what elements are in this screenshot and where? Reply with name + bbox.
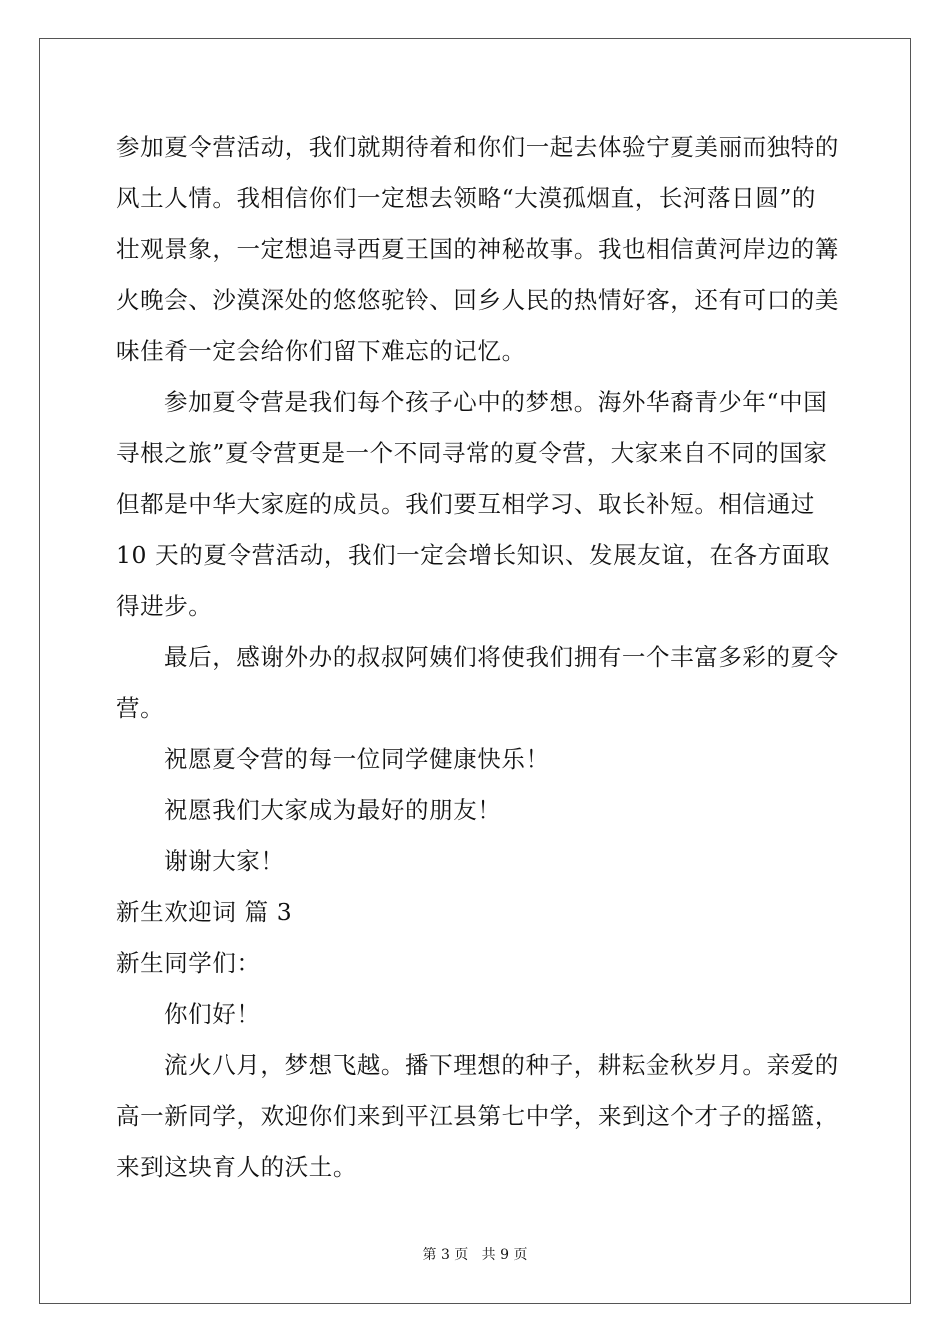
text-line: 营。	[116, 694, 165, 722]
text-line: 高一新同学，欢迎你们来到平江县第七中学，来到这个才子的摇篮，	[116, 1102, 839, 1130]
text-line: 寻根之旅”夏令营更是一个不同寻常的夏令营，大家来自不同的国家	[116, 439, 828, 467]
text-line: 参加夏令营活动，我们就期待着和你们一起去体验宁夏美丽而独特的	[116, 133, 839, 161]
text-line: 得进步。	[116, 592, 213, 620]
page-total: 共 9 页	[481, 1247, 528, 1263]
page-number: 第 3 页	[422, 1247, 469, 1263]
text-line: 最后，感谢外办的叔叔阿姨们将使我们拥有一个丰富多彩的夏令	[164, 643, 839, 671]
text-line: 谢谢大家！	[164, 847, 285, 875]
page-footer	[0, 1246, 950, 1264]
text-line: 10 天的夏令营活动，我们一定会增长知识、发展友谊，在各方面取	[116, 541, 830, 569]
section-heading: 新生欢迎词 篇 3	[116, 898, 293, 926]
text-line: 祝愿夏令营的每一位同学健康快乐！	[164, 745, 550, 773]
text-line: 风土人情。我相信你们一定想去领略“大漠孤烟直，长河落日圆”的	[116, 184, 817, 212]
text-line: 祝愿我们大家成为最好的朋友！	[164, 796, 502, 824]
text-line: 味佳肴一定会给你们留下难忘的记忆。	[116, 337, 526, 365]
text-line: 但都是中华大家庭的成员。我们要互相学习、取长补短。相信通过	[116, 490, 815, 518]
text-line: 来到这块育人的沃土。	[116, 1153, 357, 1181]
text-line: 火晚会、沙漠深处的悠悠驼铃、回乡人民的热情好客，还有可口的美	[116, 286, 839, 314]
text-line: 壮观景象，一定想追寻西夏王国的神秘故事。我也相信黄河岸边的篝	[116, 235, 839, 263]
text-line: 参加夏令营是我们每个孩子心中的梦想。海外华裔青少年“中国	[164, 388, 828, 416]
greeting: 你们好！	[164, 1000, 261, 1028]
text-line: 流火八月，梦想飞越。播下理想的种子，耕耘金秋岁月。亲爱的	[164, 1051, 839, 1079]
salutation: 新生同学们：	[116, 949, 261, 977]
